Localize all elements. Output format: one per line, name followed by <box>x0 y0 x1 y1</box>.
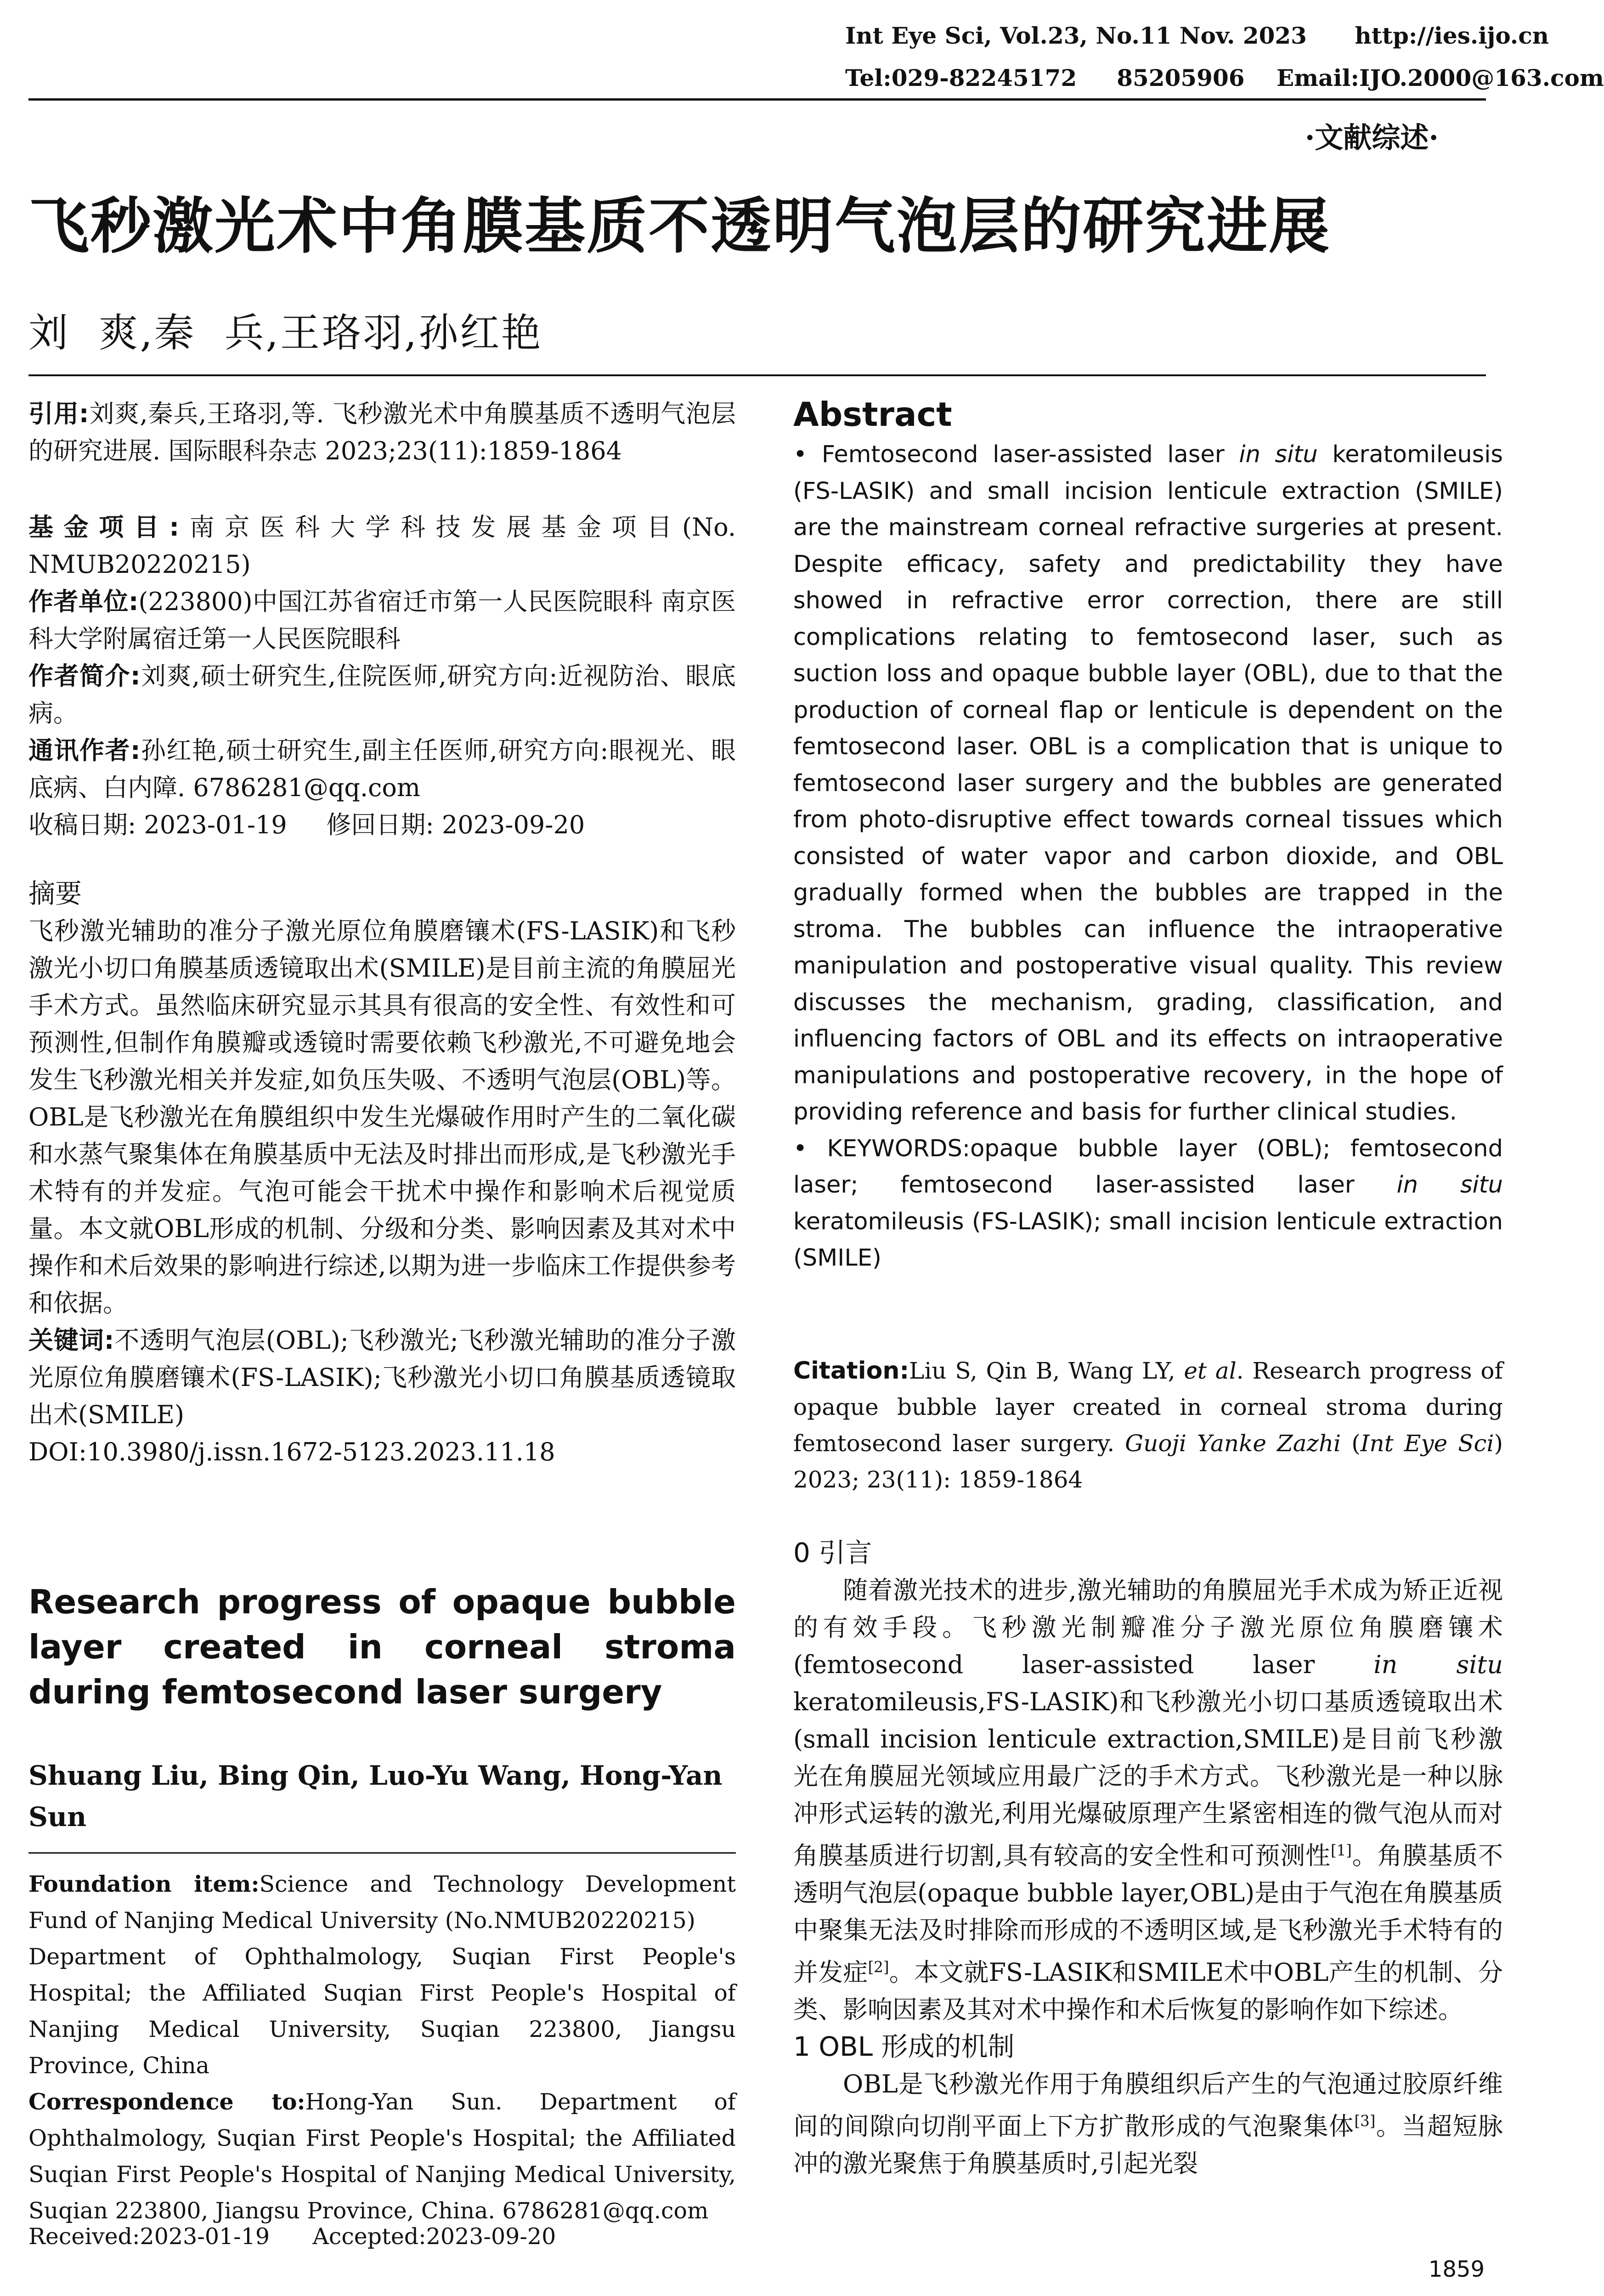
abstract-cn <box>28 875 736 1470</box>
title-rule <box>28 374 1486 376</box>
page-number: 1859 <box>1428 2256 1485 2282</box>
department-en: Department of Ophthalmology, Suqian First People's Hospital; the Affiliated Suqian First People's Hospital of Nanjing Medical University, Suqian 223800, Jiangsu Province, China <box>28 1944 736 2079</box>
authors-cn: 刘 爽,秦 兵,王珞羽,孙红艳 <box>28 310 543 356</box>
journal-header-line1: Int Eye Sci, Vol.23, No.11 Nov. 2023 http://ies.ijo.cn <box>845 22 1549 49</box>
header-rule <box>28 98 1486 101</box>
doi: DOI:10.3980/j.issn.1672-5123.2023.11.18 <box>28 1437 555 1466</box>
abstract-body-cn: 飞秒激光辅助的准分子激光原位角膜磨镶术(FS-LASIK)和飞秒激光小切口角膜基质透镜取出术(SMILE)是目前主流的角膜屈光手术方式。虽然临床研究显示其具有很高的安全性、有效性和可预测性,但制作角膜瓣或透镜时需要依赖飞秒激光,不可避免地会发生飞秒激光相关并发症,如负压失吸、不透明气泡层(OBL)等。OBL是飞秒激光在角膜组织中发生光爆破作用时产生的二氧化碳和水蒸气聚集体在角膜基质中无法及时排出而形成,是飞秒激光手术特有的并发症。气泡可能会干扰术中操作和影响术后视觉质量。本文就OBL形成的机制、分级和分类、影响因素及其对术中操作和术后效果的影响进行综述,以期为进一步临床工作提供参考和依据。 <box>28 916 736 1318</box>
citation-cn: 引用:刘爽,秦兵,王珞羽,等. 飞秒激光术中角膜基质不透明气泡层的研究进展. 国际眼科杂志 2023;23(11):1859-1864 <box>28 399 736 465</box>
intro-paragraph: 随着激光技术的进步,激光辅助的角膜屈光手术成为矫正近视的有效手段。飞秒激光制瓣准分子激光原位角膜磨镶术(femtosecond laser-assisted laser in situ keratomileusis,FS-LASIK)和飞秒激光小切口基质透镜取出术(small incision lenticule extraction,SMILE)是目前飞秒激光在角膜屈光领域应用最广泛的手术方式。飞秒激光是一种以脉冲形式运转的激光,利用光爆破原理产生紧密相连的微气泡从而对角膜基质进行切割,具有较高的安全性和可预测性[1]。角膜基质不透明气泡层(opaque bubble layer,OBL)是由于气泡在角膜基质中聚集无法及时排除而形成的不透明区域,是飞秒激光手术特有的并发症[2]。本文就FS-LASIK和SMILE术中OBL产生的机制、分类、影响因素及其对术中操作和术后恢复的影响作如下综述。 <box>793 1576 1503 2024</box>
front-matter-cn <box>28 395 736 843</box>
received-en: Received:2023-01-19 Accepted:2023-09-20 <box>28 2223 556 2250</box>
correspondence-en: Correspondence to:Hong-Yan Sun. Department of Ophthalmology, Suqian First People's Hospital; the Affiliated Suqian First People's Hospital of Nanjing Medical University, Suqian 223800, Jiangsu Province, China. 6786281@qq.com <box>28 2088 736 2224</box>
journal-header-line2: Tel:029-82245172 85205906 Email:IJO.2000@163.com <box>845 64 1604 91</box>
section1-heading: 1 OBL 形成的机制 <box>793 2031 1015 2062</box>
section-tag: ·文献综述· <box>1305 121 1439 154</box>
keywords-en: • KEYWORDS:opaque bubble layer (OBL); femtosecond laser; femtosecond laser-assisted laser in situ keratomileusis (FS-LASIK); small incision lenticule extraction (SMILE) <box>793 1135 1503 1272</box>
abstract-body-en: • Femtosecond laser-assisted laser in situ keratomileusis (FS-LASIK) and small incision lenticule extraction (SMILE) are the mainstream corneal refractive surgeries at present. Despite efficacy, safety and predictability they have showed in refractive error correction, there are still complications relating to femtosecond laser, such as suction loss and opaque bubble layer (OBL), due to that the production of corneal flap or lenticule is dependent on the femtosecond laser. OBL is a complication that is unique to femtosecond laser surgery and the bubbles are generated from photo-disruptive effect towards corneal tissues which consisted of water vapor and carbon dioxide, and OBL gradually formed when the bubbles are trapped in the stroma. The bubbles can influence the intraoperative manipulation and postoperative visual quality. This review discusses the mechanism, grading, classification, and influencing factors of OBL and its effects on intraoperative manipulations and postoperative recovery, in the hope of providing reference and basis for further clinical studies. <box>793 441 1503 1125</box>
fund-cn: 基金项目:南京医科大学科技发展基金项目(No. NMUB20220215) <box>28 513 736 579</box>
abstract-heading-en: Abstract <box>793 395 952 434</box>
affiliation-cn: 作者单位:(223800)中国江苏省宿迁市第一人民医院眼科 南京医科大学附属宿迁第一人民医院眼科 <box>28 587 736 653</box>
article-title-en: Research progress of opaque bubble layer created in corneal stroma during femtosecond laser surgery <box>28 1583 736 1711</box>
abstract-en <box>793 436 1503 1277</box>
dates-cn: 收稿日期: 2023-01-19 修回日期: 2023-09-20 <box>28 810 585 839</box>
section1-paragraph: OBL是飞秒激光作用于角膜组织后产生的气泡通过胶原纤维间的间隙向切削平面上下方扩散形成的气泡聚集体[3]。当超短脉冲的激光聚焦于角膜基质时,引起光裂 <box>793 2070 1503 2178</box>
citation-en: Citation:Liu S, Qin B, Wang LY, et al. Research progress of opaque bubble layer created in corneal stroma during femtosecond laser surgery. Guoji Yanke Zazhi (Int Eye Sci) 2023; 23(11): 1859-1864 <box>793 1357 1503 1493</box>
article-title-cn: 飞秒激光术中角膜基质不透明气泡层的研究进展 <box>28 191 1331 262</box>
keywords-cn: 关键词:不透明气泡层(OBL);飞秒激光;飞秒激光辅助的准分子激光原位角膜磨镶术(FS-LASIK);飞秒激光小切口角膜基质透镜取出术(SMILE) <box>28 1326 736 1429</box>
foundation-en: Foundation item:Science and Technology Development Fund of Nanjing Medical University (No.NMUB20220215) <box>28 1871 736 1934</box>
intro-heading: 0 引言 <box>793 1537 872 1568</box>
authors-rule <box>28 1852 736 1854</box>
authors-en: Shuang Liu, Bing Qin, Luo-Yu Wang, Hong-Yan Sun <box>28 1760 723 1832</box>
author-bio-cn: 作者简介:刘爽,硕士研究生,住院医师,研究方向:近视防治、眼底病。 <box>28 662 736 728</box>
correspondence-cn: 通讯作者:孙红艳,硕士研究生,副主任医师,研究方向:眼视光、眼底病、白内障. 6786281@qq.com <box>28 736 736 802</box>
front-matter-en <box>28 1866 736 2229</box>
body-cn <box>793 1534 1503 2182</box>
abstract-heading-cn: 摘要 <box>28 878 82 909</box>
